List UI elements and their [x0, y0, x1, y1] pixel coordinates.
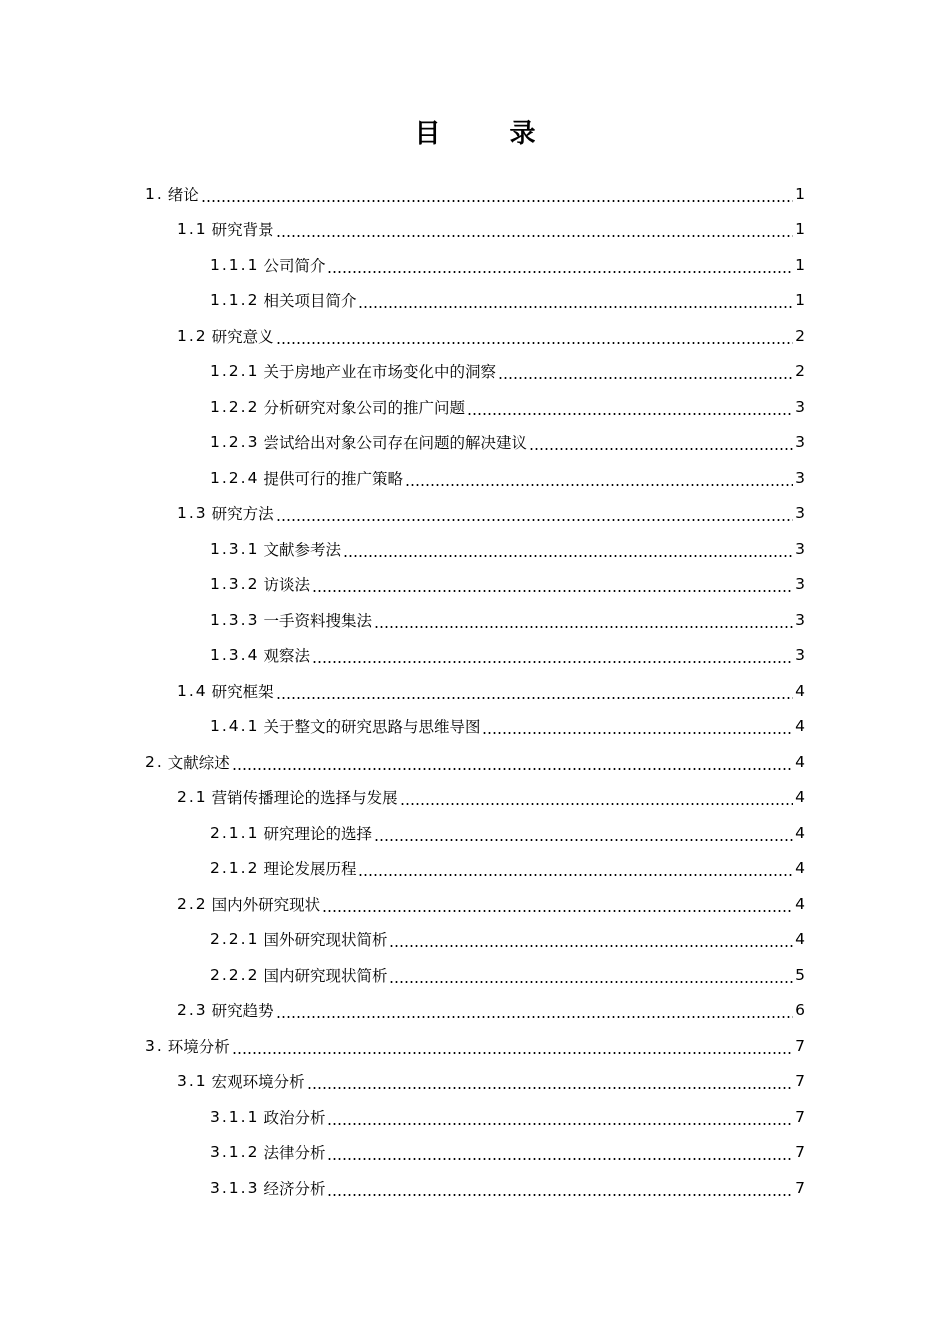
toc-entry-number: 1.2.1 — [210, 362, 260, 381]
toc-entry-number: 1.2.2 — [210, 397, 260, 416]
toc-entry-page-number: 1 — [795, 184, 805, 203]
toc-dot-leader — [232, 768, 793, 770]
toc-entry-number: 3.1.2 — [210, 1143, 260, 1162]
toc-entry-page-number: 3 — [795, 504, 805, 523]
toc-entry[interactable] — [210, 1170, 805, 1206]
toc-entry-title: 研究理论的选择 — [263, 824, 372, 843]
toc-dot-leader — [276, 519, 793, 521]
toc-entry-page-number: 4 — [795, 788, 805, 807]
toc-entry-title: 相关项目简介 — [263, 292, 357, 311]
toc-entry[interactable] — [145, 744, 805, 780]
toc-entry-title: 尝试给出对象公司存在问题的解决建议 — [263, 434, 527, 453]
toc-entry-number: 1.4 — [177, 681, 208, 700]
toc-entry-page-number: 5 — [795, 965, 805, 984]
toc-entry-page-number: 3 — [795, 433, 805, 452]
toc-entry-title: 研究框架 — [211, 682, 274, 701]
toc-dot-leader — [389, 981, 793, 983]
toc-entry-number: 1.2 — [177, 326, 208, 345]
toc-entry[interactable] — [210, 638, 805, 674]
toc-entry-page-number: 4 — [795, 681, 805, 700]
toc-entry-title: 政治分析 — [263, 1108, 326, 1127]
toc-entry-page-number: 2 — [795, 326, 805, 345]
toc-dot-leader — [400, 803, 793, 805]
toc-entry-page-number: 3 — [795, 610, 805, 629]
toc-dot-leader — [327, 1158, 793, 1160]
toc-entry-title: 文献综述 — [167, 753, 230, 772]
toc-entry[interactable] — [177, 993, 805, 1029]
toc-dot-leader — [389, 945, 793, 947]
toc-entry-number: 1.1 — [177, 220, 208, 239]
toc-entry-title: 提供可行的推广策略 — [263, 469, 403, 488]
toc-entry-page-number: 3 — [795, 575, 805, 594]
toc-entry-page-number: 3 — [795, 397, 805, 416]
toc-entry-title: 营销传播理论的选择与发展 — [211, 789, 398, 808]
toc-entry[interactable] — [177, 212, 805, 248]
toc-entry-page-number: 7 — [795, 1072, 805, 1091]
toc-entry-title: 国内外研究现状 — [211, 895, 321, 914]
toc-entry[interactable] — [177, 780, 805, 816]
toc-entry[interactable] — [210, 247, 805, 283]
toc-dot-leader — [343, 555, 793, 557]
toc-entry-page-number: 3 — [795, 539, 805, 558]
toc-entry-number: 1.2.3 — [210, 433, 260, 452]
toc-entry[interactable] — [177, 886, 805, 922]
toc-entry[interactable] — [210, 851, 805, 887]
toc-dot-leader — [327, 1123, 793, 1125]
toc-entry[interactable] — [210, 1099, 805, 1135]
toc-dot-leader — [358, 874, 793, 876]
toc-entry-page-number: 4 — [795, 859, 805, 878]
toc-entry[interactable] — [210, 1135, 805, 1171]
toc-entry[interactable] — [210, 531, 805, 567]
toc-dot-leader — [327, 1194, 793, 1196]
toc-dot-leader — [312, 661, 793, 663]
toc-entry-page-number: 3 — [795, 468, 805, 487]
toc-entry[interactable] — [210, 283, 805, 319]
toc-entry[interactable] — [210, 354, 805, 390]
toc-entry-number: 2. — [145, 752, 164, 771]
toc-entry[interactable] — [145, 1028, 805, 1064]
toc-entry-number: 3.1 — [177, 1072, 208, 1091]
toc-entry-page-number: 2 — [795, 362, 805, 381]
toc-entry-title: 环境分析 — [167, 1037, 230, 1056]
toc-entry[interactable] — [177, 1064, 805, 1100]
toc-entry-title: 关于整文的研究思路与思维导图 — [263, 718, 481, 737]
toc-entry-page-number: 7 — [795, 1036, 805, 1055]
toc-entry-number: 1.3 — [177, 504, 208, 523]
toc-entry-title: 公司简介 — [263, 256, 326, 275]
toc-entry-number: 2.1.1 — [210, 823, 260, 842]
toc-dot-leader — [276, 235, 793, 237]
toc-entry-title: 文献参考法 — [263, 540, 341, 559]
toc-dot-leader — [374, 626, 793, 628]
toc-entry-page-number: 7 — [795, 1178, 805, 1197]
toc-entry-number: 3. — [145, 1036, 164, 1055]
toc-entry-title: 经济分析 — [263, 1179, 326, 1198]
toc-dot-leader — [307, 1087, 793, 1089]
toc-entry-number: 1.3.4 — [210, 646, 260, 665]
toc-entry-number: 1.3.1 — [210, 539, 260, 558]
toc-entry-title: 国外研究现状简析 — [263, 931, 388, 950]
toc-entry-number: 2.1 — [177, 788, 208, 807]
toc-entry-page-number: 6 — [795, 1001, 805, 1020]
toc-entry-page-number: 1 — [795, 220, 805, 239]
toc-entry-number: 1.3.2 — [210, 575, 260, 594]
toc-dot-leader — [312, 590, 793, 592]
toc-entry[interactable] — [210, 567, 805, 603]
toc-dot-leader — [358, 306, 793, 308]
toc-entry-number: 2.2.2 — [210, 965, 260, 984]
toc-entry-number: 2.1.2 — [210, 859, 260, 878]
toc-entry-number: 1.3.3 — [210, 610, 260, 629]
toc-dot-leader — [529, 448, 793, 450]
toc-dot-leader — [482, 732, 793, 734]
toc-entry[interactable] — [210, 389, 805, 425]
toc-entry-title: 理论发展历程 — [263, 860, 357, 879]
toc-entry-page-number: 4 — [795, 752, 805, 771]
toc-dot-leader — [232, 1052, 793, 1054]
toc-entry-title: 绪论 — [167, 185, 199, 204]
toc-entry[interactable] — [210, 815, 805, 851]
toc-entry-number: 1.1.2 — [210, 291, 260, 310]
toc-entry-title: 一手资料搜集法 — [263, 611, 372, 630]
toc-entry-page-number: 1 — [795, 255, 805, 274]
toc-entry-number: 1.1.1 — [210, 255, 260, 274]
toc-entry-page-number: 7 — [795, 1107, 805, 1126]
toc-entry[interactable] — [177, 673, 805, 709]
toc-dot-leader — [276, 697, 793, 699]
toc-entry[interactable] — [210, 922, 805, 958]
toc-entry[interactable] — [210, 425, 805, 461]
toc-entry-title: 研究方法 — [211, 505, 274, 524]
toc-entry-page-number: 4 — [795, 717, 805, 736]
toc-entry-page-number: 4 — [795, 930, 805, 949]
toc-title: 目 录 — [414, 119, 566, 149]
toc-entry-number: 1.4.1 — [210, 717, 260, 736]
toc-entry-title: 关于房地产业在市场变化中的洞察 — [263, 363, 496, 382]
toc-entry-title: 法律分析 — [263, 1144, 326, 1163]
toc-entry-number: 3.1.3 — [210, 1178, 260, 1197]
toc-dot-leader — [322, 910, 793, 912]
toc-entry-page-number: 7 — [795, 1143, 805, 1162]
toc-entry[interactable] — [177, 318, 805, 354]
toc-dot-leader — [374, 839, 793, 841]
toc-entry-title: 分析研究对象公司的推广问题 — [263, 398, 465, 417]
toc-entry-number: 1. — [145, 184, 164, 203]
toc-dot-leader — [498, 377, 793, 379]
toc-entry[interactable] — [210, 602, 805, 638]
toc-entry-title: 研究意义 — [211, 327, 274, 346]
toc-entry-title: 研究背景 — [211, 221, 274, 240]
toc-dot-leader — [201, 200, 793, 202]
toc-dot-leader — [467, 413, 793, 415]
toc-entry-page-number: 4 — [795, 894, 805, 913]
toc-entry-title: 国内研究现状简析 — [263, 966, 388, 985]
toc-entry-number: 3.1.1 — [210, 1107, 260, 1126]
toc-entry-title: 研究趋势 — [211, 1002, 274, 1021]
toc-entry-number: 1.2.4 — [210, 468, 260, 487]
toc-entry-number: 2.2.1 — [210, 930, 260, 949]
toc-dot-leader — [327, 271, 793, 273]
toc-entry[interactable] — [210, 957, 805, 993]
toc-entry-page-number: 4 — [795, 823, 805, 842]
toc-entry-title: 宏观环境分析 — [211, 1073, 305, 1092]
toc-entry-page-number: 1 — [795, 291, 805, 310]
toc-entry[interactable] — [177, 496, 805, 532]
toc-dot-leader — [276, 1016, 793, 1018]
toc-entry[interactable] — [145, 176, 805, 212]
toc-entry-title: 观察法 — [263, 647, 310, 666]
toc-dot-leader — [276, 342, 793, 344]
toc-entry-page-number: 3 — [795, 646, 805, 665]
toc-entry[interactable] — [210, 460, 805, 496]
toc-entry[interactable] — [210, 709, 805, 745]
toc-entry-number: 2.2 — [177, 894, 208, 913]
toc-entry-number: 2.3 — [177, 1001, 208, 1020]
toc-entry-title: 访谈法 — [263, 576, 310, 595]
toc-dot-leader — [405, 484, 793, 486]
